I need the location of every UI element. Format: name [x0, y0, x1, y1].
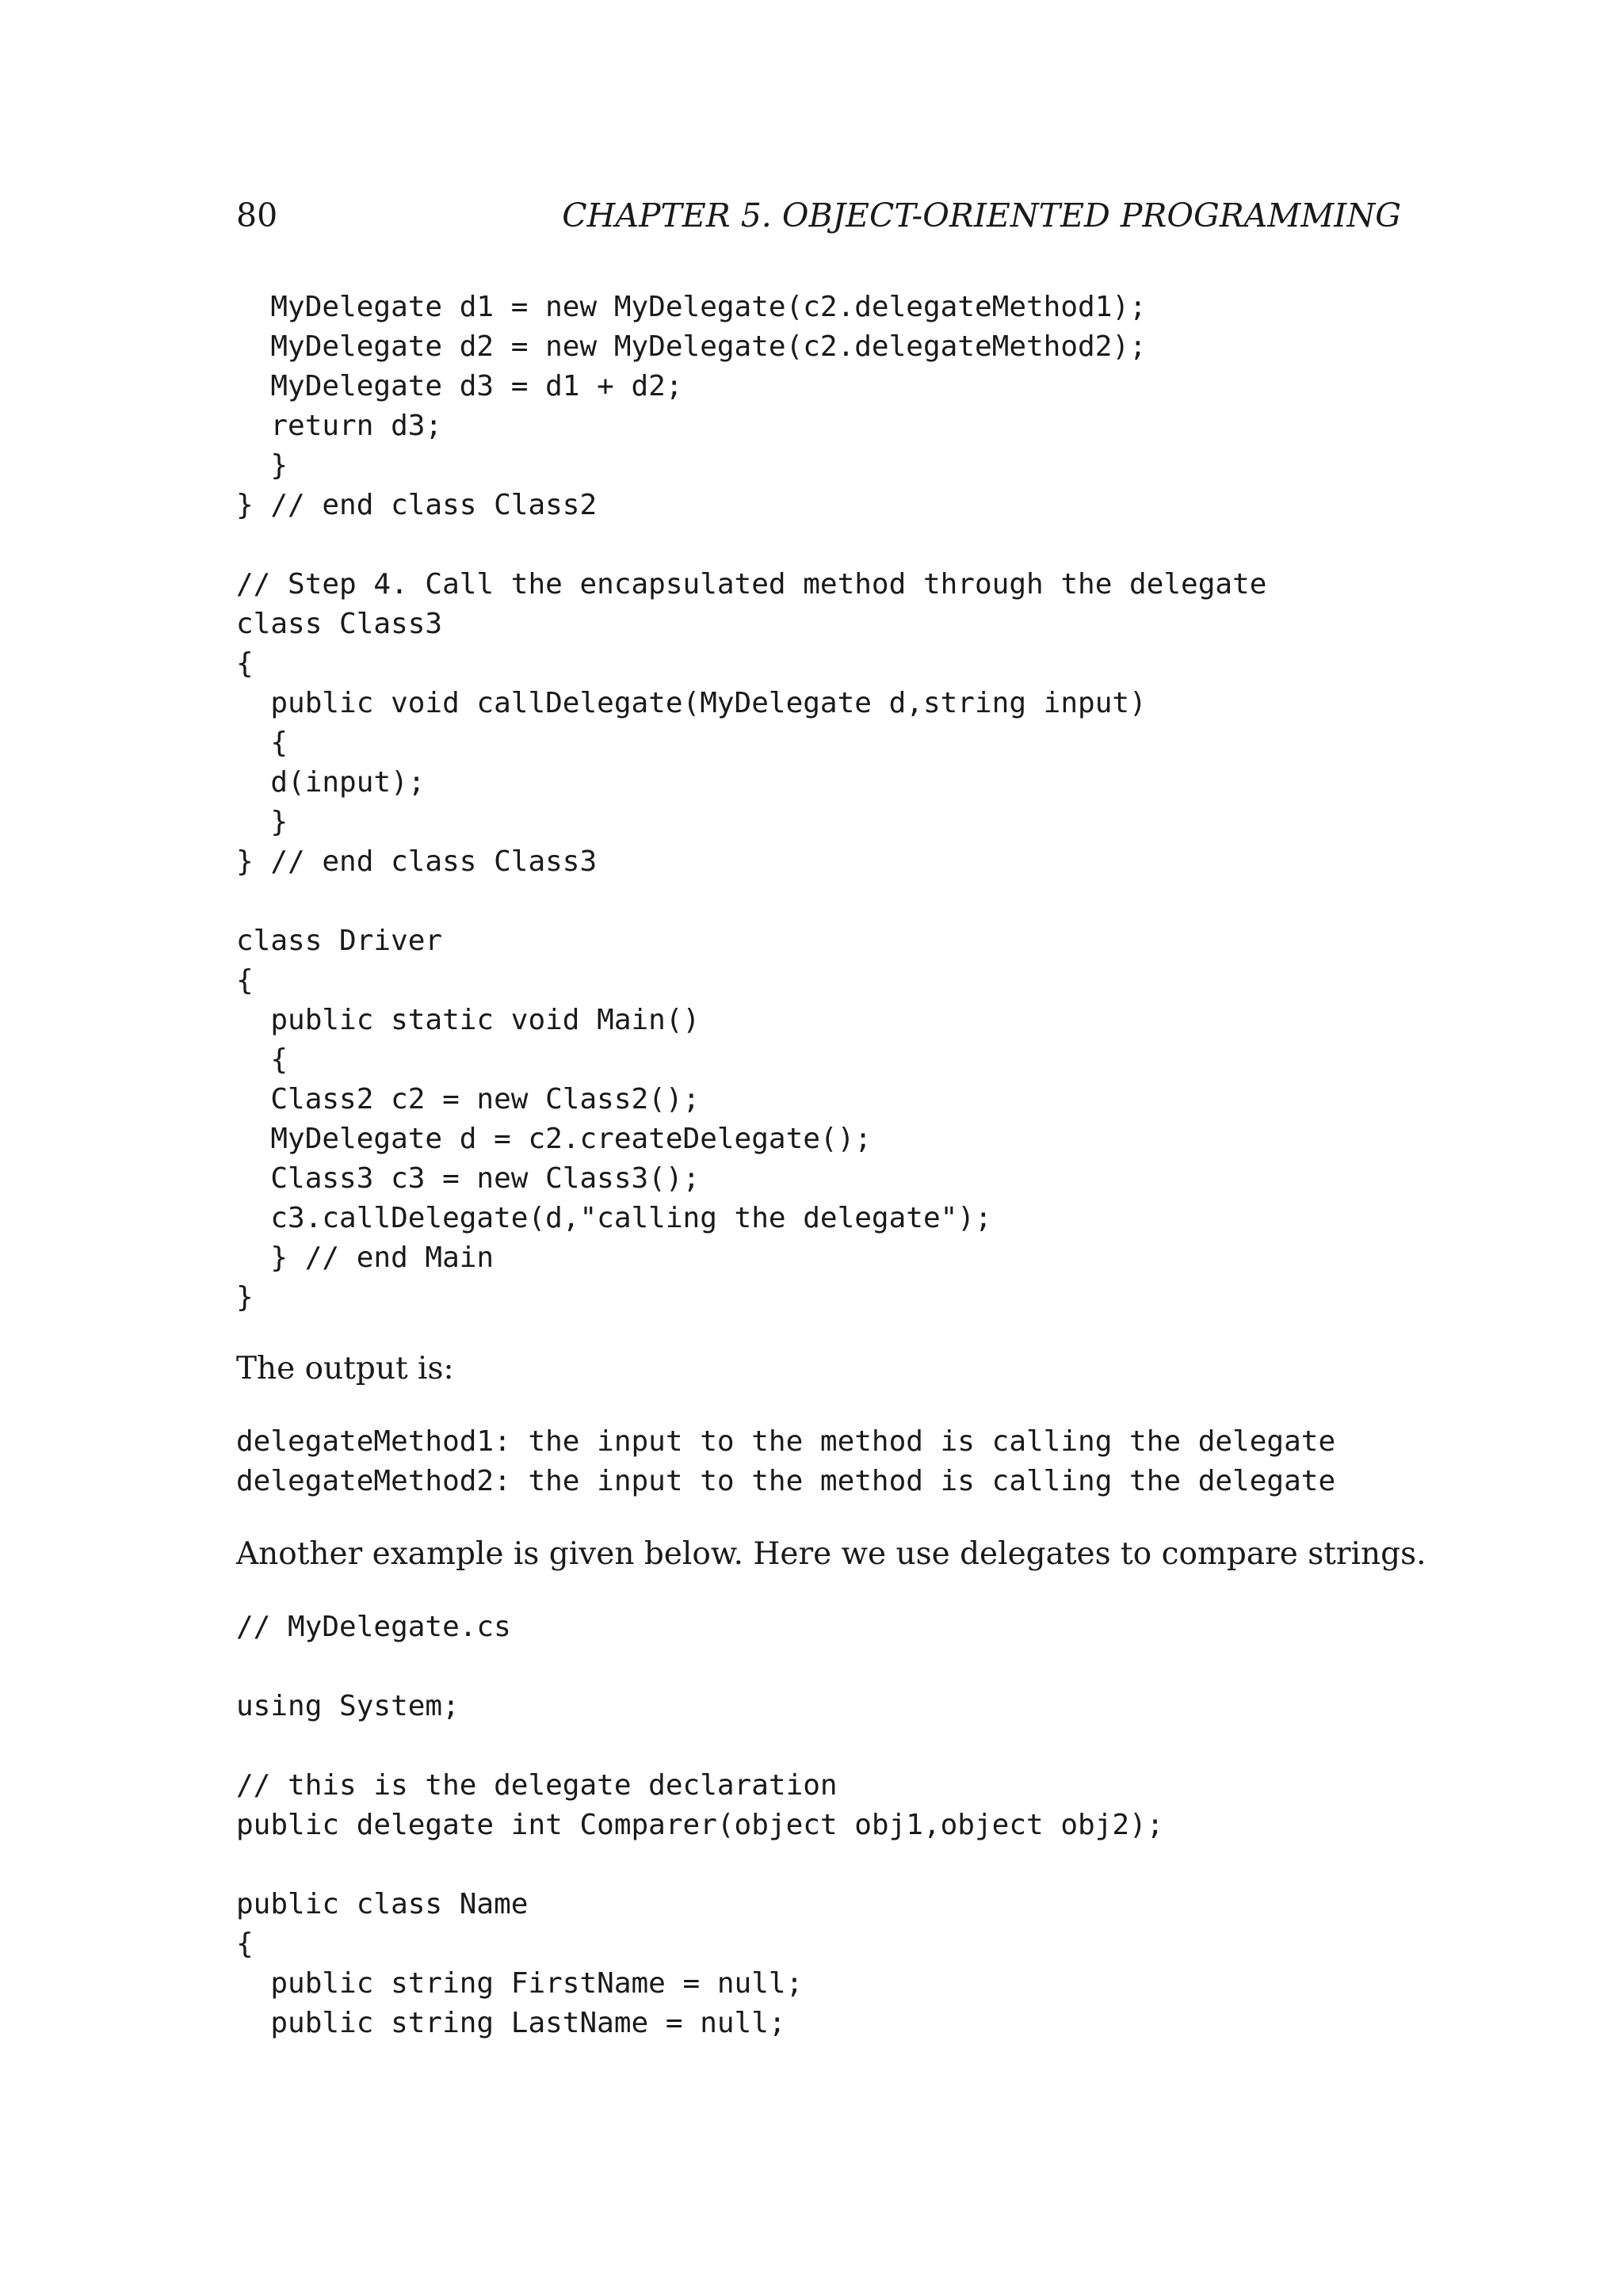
page-header	[236, 196, 1401, 244]
output-intro-text: The output is:	[236, 1351, 454, 1386]
code-block-comparer: // MyDelegate.cs using System; // this is the delegate declaration public delegate int Comparer(object obj1,object obj2); public class Name { public string FirstName = null; public string LastName = null;	[236, 1611, 1164, 2039]
running-head: CHAPTER 5. OBJECT-ORIENTED PROGRAMMING	[562, 196, 1401, 235]
code-block-delegate-driver: MyDelegate d1 = new MyDelegate(c2.delegateMethod1); MyDelegate d2 = new MyDelegate(c2.delegateMethod2); MyDelegate d3 = d1 + d2; return d3; } } // end class Class2 // Step 4. Call the encapsulated method through the delegate class Class3 { public void callDelegate(MyDelegate d,string input) { d(input); } } // end class Class3 class Driver { public static void Main() { Class2 c2 = new Class2(); MyDelegate d = c2.createDelegate(); Class3 c3 = new Class3(); c3.callDelegate(d,"calling the delegate"); } // end Main }	[236, 291, 1267, 1314]
page-number: 80	[236, 196, 278, 235]
program-output-block: delegateMethod1: the input to the method is calling the delegate delegateMethod2: the input to the method is calling the delegate	[236, 1425, 1336, 1497]
example-intro-text: Another example is given below. Here we use delegates to compare strings.	[236, 1536, 1426, 1572]
